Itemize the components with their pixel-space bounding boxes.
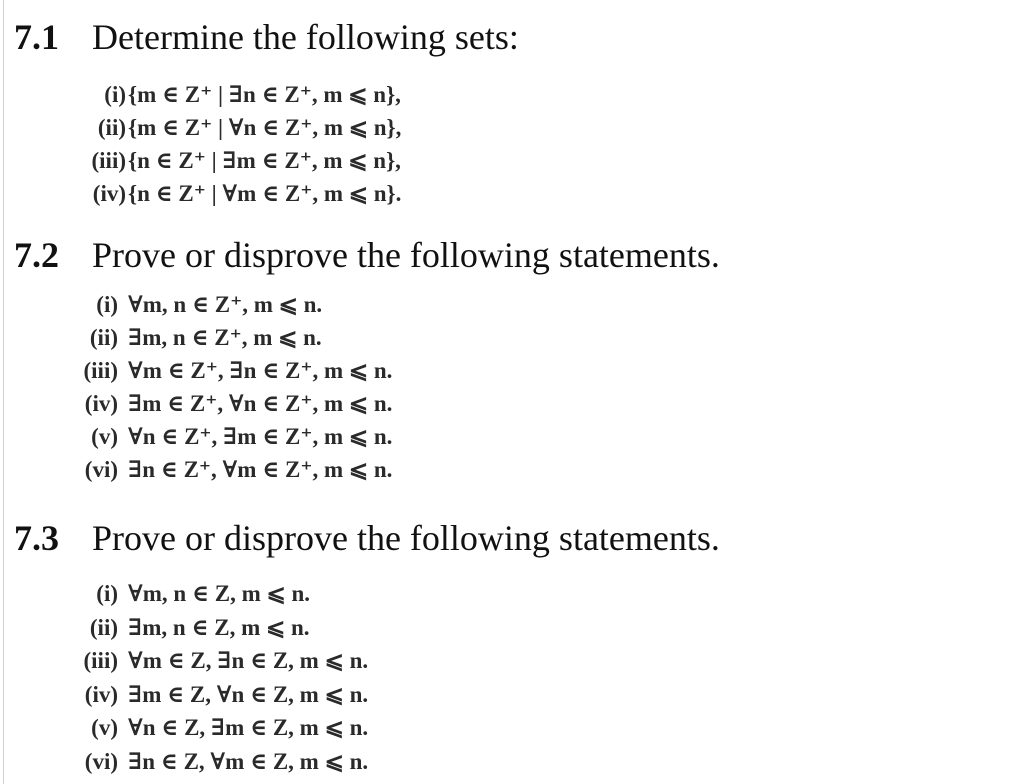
exercise-item <box>14 387 1004 420</box>
exercise-item <box>14 78 1004 111</box>
item-label: (iv) <box>84 391 118 416</box>
item-math: {n ∈ Z⁺ | ∀m ∈ Z⁺, m ⩽ n}. <box>128 181 402 206</box>
exercise-heading <box>14 226 1004 284</box>
item-math: ∀m, n ∈ Z⁺, m ⩽ n. <box>128 292 323 317</box>
exercise-item <box>14 420 1004 453</box>
item-math: ∀m, n ∈ Z, m ⩽ n. <box>128 581 311 606</box>
exercise-title: Prove or disprove the following statements. <box>92 518 720 558</box>
exercise-item <box>14 611 1004 645</box>
item-math: ∀m ∈ Z, ∃n ∈ Z, m ⩽ n. <box>128 648 369 673</box>
item-math: ∃n ∈ Z⁺, ∀m ∈ Z⁺, m ⩽ n. <box>128 457 393 482</box>
page-left-border <box>3 0 4 784</box>
exercise-item <box>14 453 1004 486</box>
exercise-heading <box>14 8 1004 66</box>
item-math: ∀n ∈ Z, ∃m ∈ Z, m ⩽ n. <box>128 715 369 740</box>
item-label: (v) <box>91 424 118 449</box>
item-label: (iv) <box>84 681 118 707</box>
item-math: {m ∈ Z⁺ | ∃n ∈ Z⁺, m ⩽ n}, <box>128 82 401 107</box>
item-math: ∃m ∈ Z⁺, ∀n ∈ Z⁺, m ⩽ n. <box>128 391 393 416</box>
item-label: (ii) <box>97 115 126 140</box>
item-label: (iii) <box>83 358 118 383</box>
item-label: (vi) <box>84 457 118 482</box>
item-math: ∀m ∈ Z⁺, ∃n ∈ Z⁺, m ⩽ n. <box>128 358 393 383</box>
item-math: {n ∈ Z⁺ | ∃m ∈ Z⁺, m ⩽ n}, <box>128 148 401 173</box>
exercise-number: 7.1 <box>14 17 59 57</box>
exercise-item <box>14 745 1004 779</box>
exercise-item <box>14 577 1004 611</box>
item-label: (i) <box>96 292 118 317</box>
exercise-item <box>14 711 1004 745</box>
item-label: (i) <box>96 581 118 606</box>
exercise-item <box>14 354 1004 387</box>
item-math: ∀n ∈ Z⁺, ∃m ∈ Z⁺, m ⩽ n. <box>128 424 393 449</box>
exercise-title: Prove or disprove the following statements. <box>92 235 720 275</box>
exercise-item <box>14 644 1004 678</box>
item-label: (iii) <box>83 648 118 673</box>
exercise-7-2 <box>14 226 1004 486</box>
exercise-7-1 <box>14 8 1004 210</box>
exercise-number: 7.3 <box>14 518 59 558</box>
exercise-title: Determine the following sets: <box>92 17 519 57</box>
exercise-item <box>14 144 1004 177</box>
exercise-item-list <box>14 577 1004 778</box>
item-math: ∃m, n ∈ Z⁺, m ⩽ n. <box>128 325 322 350</box>
exercise-item-list <box>14 288 1004 486</box>
exercise-item <box>14 177 1004 210</box>
exercise-7-3 <box>14 509 1004 778</box>
item-label: (iv) <box>92 181 126 206</box>
exercise-item <box>14 321 1004 354</box>
item-math: ∃n ∈ Z, ∀m ∈ Z, m ⩽ n. <box>128 748 369 774</box>
item-label: (ii) <box>89 325 118 350</box>
exercise-item-list <box>14 78 1004 210</box>
item-math: {m ∈ Z⁺ | ∀n ∈ Z⁺, m ⩽ n}, <box>128 115 402 140</box>
item-label: (vi) <box>84 748 118 774</box>
item-label: (v) <box>91 715 118 740</box>
item-label: (i) <box>104 82 126 107</box>
item-label: (iii) <box>91 148 126 173</box>
exercise-item <box>14 111 1004 144</box>
item-label: (ii) <box>89 614 118 640</box>
item-math: ∃m, n ∈ Z, m ⩽ n. <box>128 614 310 640</box>
exercise-heading <box>14 509 1004 567</box>
exercise-number: 7.2 <box>14 235 59 275</box>
item-math: ∃m ∈ Z, ∀n ∈ Z, m ⩽ n. <box>128 681 369 707</box>
exercise-item <box>14 288 1004 321</box>
exercise-item <box>14 678 1004 712</box>
